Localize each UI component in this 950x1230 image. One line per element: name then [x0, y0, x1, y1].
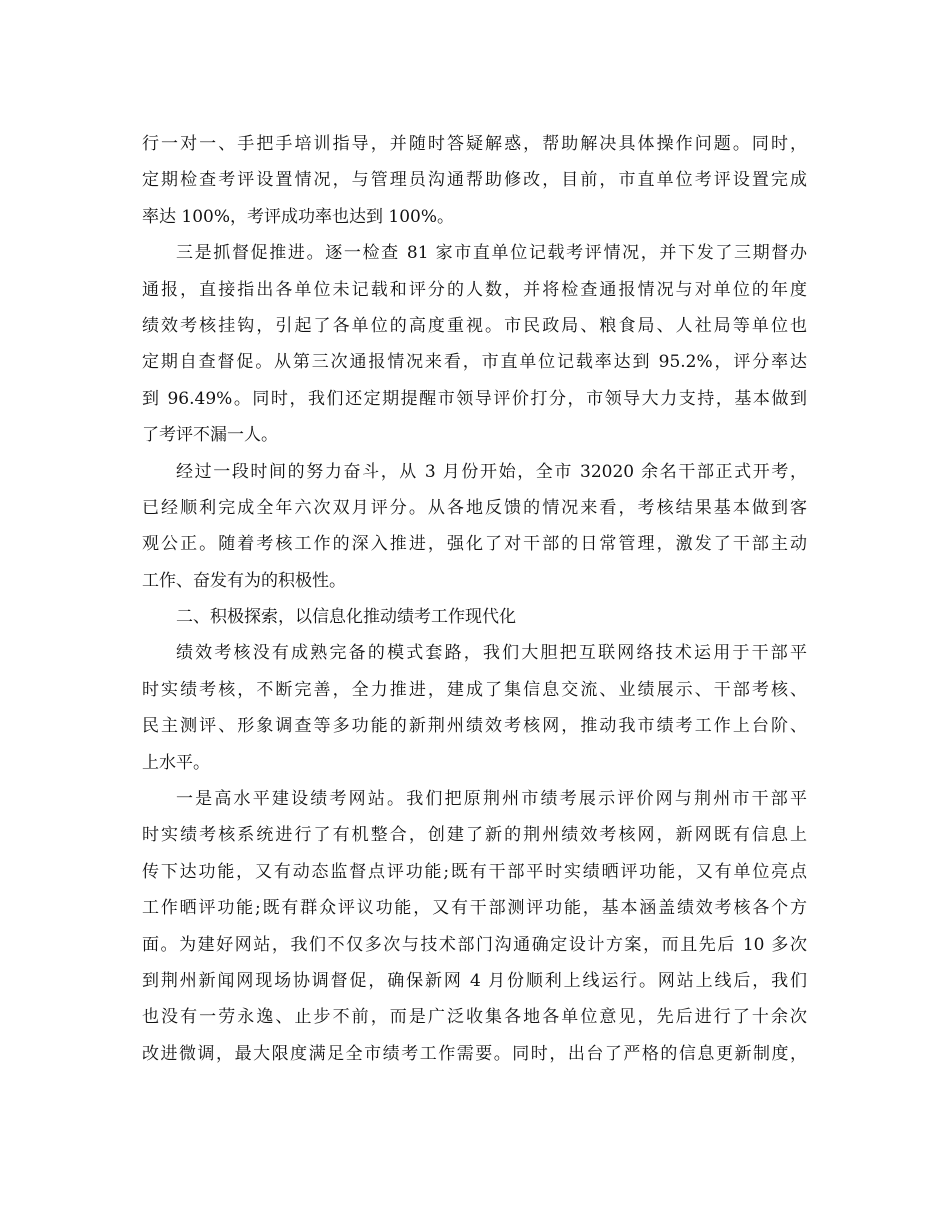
text-line: 工作、奋发有为的积极性。 — [142, 570, 346, 591]
text-line: 绩效考核挂钩，引起了各单位的高度重视。市民政局、粮食局、人社局等单位也 — [142, 315, 807, 336]
text-line: 了考评不漏一人。 — [142, 425, 278, 446]
text-line: 时实绩考核，不断完善，全力推进，建成了集信息交流、业绩展示、干部考核、 — [142, 679, 807, 700]
text-line: 已经顺利完成全年六次双月评分。从各地反馈的情况来看，考核结果基本做到客 — [142, 497, 807, 518]
text-line: 民主测评、形象调查等多功能的新荆州绩效考核网，推动我市绩考工作上台阶、 — [142, 716, 807, 737]
text-line: 行一对一、手把手培训指导，并随时答疑解惑，帮助解决具体操作问题。同时， — [142, 134, 807, 154]
text-line: 通报，直接指出各单位未记载和评分的人数，并将检查通报情况与对单位的年度 — [142, 279, 807, 300]
text-line: 经过一段时间的努力奋斗，从 3 月份开始，全市 32020 余名干部正式开考， — [176, 461, 807, 482]
text-line: 三是抓督促推进。逐一检查 81 家市直单位记载考评情况，并下发了三期督办 — [176, 243, 807, 264]
text-line: 改进微调，最大限度满足全市绩考工作需要。同时，出台了严格的信息更新制度， — [142, 1043, 807, 1064]
text-line: 面。为建好网站，我们不仅多次与技术部门沟通确定设计方案，而且先后 10 多次 — [142, 934, 807, 955]
text-line: 传下达功能，又有动态监督点评功能;既有干部平时实绩晒评功能，又有单位亮点 — [142, 861, 807, 882]
text-line: 到 96.49%。同时，我们还定期提醒市领导评价打分，市领导大力支持，基本做到 — [142, 388, 807, 409]
text-line: 二、积极探索，以信息化推动绩考工作现代化 — [176, 607, 516, 628]
text-line: 上水平。 — [142, 752, 210, 773]
text-line: 定期自查督促。从第三次通报情况来看，市直单位记载率达到 95.2%，评分率达 — [142, 352, 807, 373]
text-line: 绩效考核没有成熟完备的模式套路，我们大胆把互联网络技术运用于干部平 — [176, 643, 807, 664]
document-body — [142, 126, 807, 1072]
text-line: 时实绩考核系统进行了有机整合，创建了新的荆州绩效考核网，新网既有信息上 — [142, 825, 807, 846]
text-line: 一是高水平建设绩考网站。我们把原荆州市绩考展示评价网与荆州市干部平 — [176, 789, 807, 810]
text-line: 工作晒评功能;既有群众评议功能，又有干部测评功能，基本涵盖绩效考核各个方 — [142, 898, 807, 919]
text-line: 也没有一劳永逸、止步不前，而是广泛收集各地各单位意见，先后进行了十余次 — [142, 1007, 807, 1028]
text-line: 观公正。随着考核工作的深入推进，强化了对干部的日常管理，激发了干部主动 — [142, 534, 807, 555]
text-line: 到荆州新闻网现场协调督促，确保新网 4 月份顺利上线运行。网站上线后，我们 — [142, 970, 807, 991]
text-line: 率达 100%，考评成功率也达到 100%。 — [142, 206, 455, 227]
text-line: 定期检查考评设置情况，与管理员沟通帮助修改，目前，市直单位考评设置完成 — [142, 170, 807, 191]
